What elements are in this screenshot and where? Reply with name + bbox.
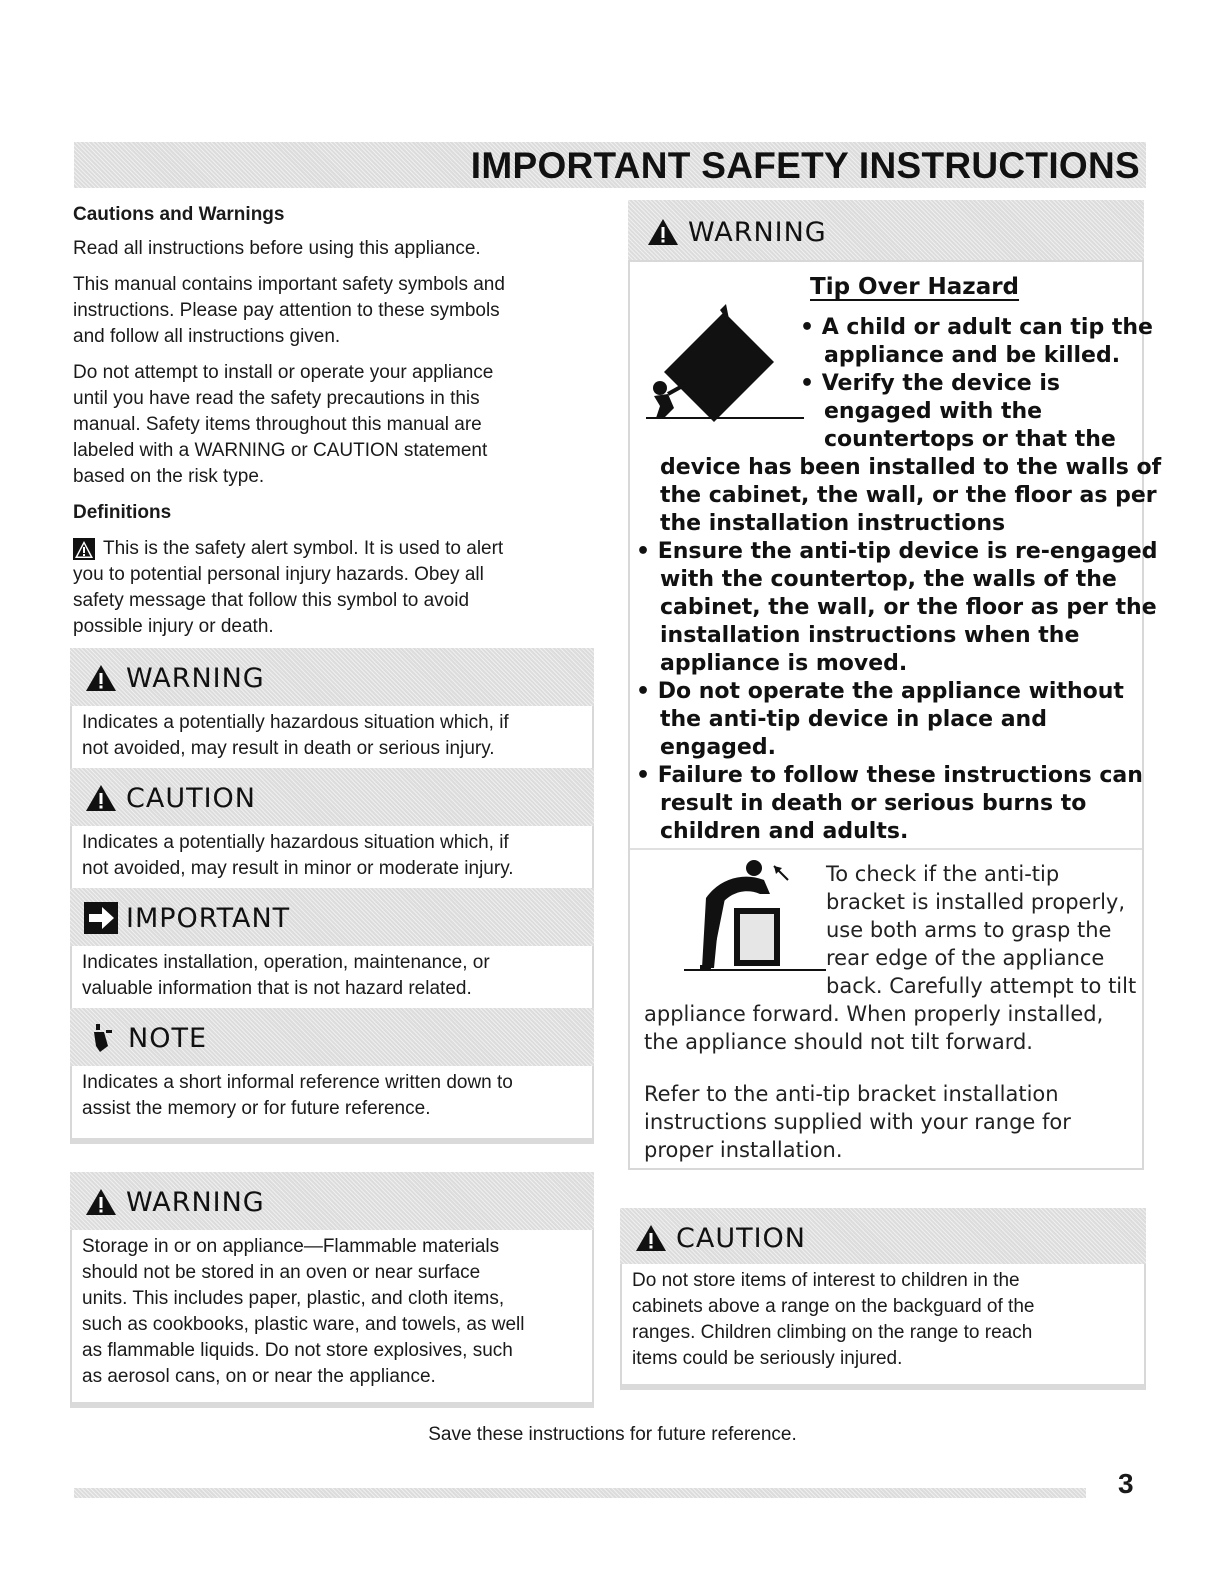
text-line: countertops or that the — [824, 427, 1116, 452]
text-line: • Do not operate the appliance without — [636, 679, 1124, 704]
text-line: installation instructions when the — [660, 623, 1080, 648]
warning-triangle-icon — [84, 663, 118, 693]
text-line: Refer to the anti-tip bracket installation — [644, 1082, 1059, 1106]
caution-triangle-icon — [84, 783, 118, 813]
caution-label: CAUTION — [126, 782, 256, 814]
warning-label: WARNING — [126, 1186, 265, 1218]
intro-heading: Cautions and Warnings — [73, 204, 285, 225]
tip-over-title: Tip Over Hazard — [810, 274, 1020, 300]
text-line: device has been installed to the walls of — [660, 455, 1162, 480]
text-line: rear edge of the appliance — [826, 946, 1105, 970]
text-line: the installation instructions — [660, 511, 1006, 536]
text-line: units. This includes paper, plastic, and cloth items, — [82, 1288, 505, 1309]
safety-alert-icon — [73, 538, 95, 560]
divider — [630, 848, 1142, 850]
warning-triangle-icon — [646, 217, 680, 247]
text-line: engaged with the — [824, 399, 1043, 424]
text-line: until you have read the safety precautions in this — [73, 388, 480, 409]
text-line: should not be stored in an oven or near surface — [82, 1262, 481, 1283]
caution-triangle-icon — [634, 1223, 668, 1253]
text-line: assist the memory or for future reference. — [82, 1098, 431, 1119]
storage-warning-box — [70, 1172, 594, 1408]
text-line: cabinet, the wall, or the floor as per the — [660, 595, 1157, 620]
text-line: you to potential personal injury hazards. Obey all — [73, 564, 484, 585]
text-line: To check if the anti-tip — [826, 862, 1060, 886]
text-line: valuable information that is not hazard related. — [82, 978, 472, 999]
text-line: safety message that follow this symbol to avoid — [73, 590, 470, 611]
definitions-heading: Definitions — [73, 502, 172, 523]
text-line: possible injury or death. — [73, 616, 274, 637]
text-line: manual. Safety items throughout this manual are — [73, 414, 482, 435]
intro-paragraph-2 — [73, 272, 593, 350]
page-number: 3 — [1118, 1468, 1134, 1499]
children-caution-box — [620, 1208, 1146, 1390]
header-banner — [74, 142, 1146, 188]
text-line: Indicates installation, operation, maintenance, or — [82, 952, 490, 973]
text-line: the appliance should not tilt forward. — [644, 1030, 1033, 1054]
tipping-appliance-illustration — [634, 302, 814, 422]
text-line: • Ensure the anti-tip device is re-engaged — [636, 539, 1158, 564]
text-line: based on the risk type. — [73, 466, 265, 487]
text-line: Indicates a short informal reference written down to — [82, 1072, 513, 1093]
text-line: Do not store items of interest to children in the — [632, 1270, 1020, 1291]
text-line: with the countertop, the walls of the — [660, 567, 1117, 592]
text-line: Indicates a potentially hazardous situation which, if — [82, 712, 509, 733]
text-line: the cabinet, the wall, or the floor as per — [660, 483, 1157, 508]
text-line: and follow all instructions given. — [73, 326, 341, 347]
definition-warning-box — [70, 648, 594, 784]
text-line: bracket is installed properly, — [826, 890, 1126, 914]
text-line: ranges. Children climbing on the range to reach — [632, 1322, 1033, 1343]
text-line: Do not attempt to install or operate your appliance — [73, 362, 494, 383]
text-line: engaged. — [660, 735, 776, 760]
caution-label: CAUTION — [676, 1222, 806, 1254]
tip-over-warning-box — [628, 200, 1162, 1170]
text-line: back. Carefully attempt to tilt — [826, 974, 1137, 998]
text-line: as flammable liquids. Do not store explosives, such — [82, 1340, 513, 1361]
text-line: This manual contains important safety symbols and — [73, 274, 505, 295]
text-line: • A child or adult can tip the — [800, 315, 1153, 340]
text-line: cabinets above a range on the backguard of the — [632, 1296, 1035, 1317]
text-line: labeled with a WARNING or CAUTION statement — [73, 440, 488, 461]
important-label: IMPORTANT — [126, 902, 291, 934]
text-line: Storage in or on appliance—Flammable materials — [82, 1236, 500, 1257]
text-line: This is the safety alert symbol. It is used to alert — [103, 538, 504, 559]
text-line: appliance and be killed. — [824, 343, 1121, 368]
text-line: Indicates a potentially hazardous situation which, if — [82, 832, 509, 853]
text-line: result in death or serious burns to — [660, 791, 1087, 816]
definition-caution-box — [70, 768, 594, 904]
footer-bar — [74, 1488, 1086, 1498]
text-line: instructions supplied with your range for — [644, 1110, 1071, 1134]
note-label: NOTE — [128, 1022, 208, 1054]
warning-label: WARNING — [126, 662, 265, 694]
text-line: • Verify the device is — [800, 371, 1060, 396]
text-line: not avoided, may result in death or serious injury. — [82, 738, 495, 759]
text-line: • Failure to follow these instructions can — [636, 763, 1143, 788]
text-line: items could be seriously injured. — [632, 1348, 903, 1369]
definition-note-box — [70, 1008, 594, 1144]
intro-paragraph-1: Read all instructions before using this appliance. — [73, 238, 481, 259]
anti-tip-check-illustration — [670, 858, 830, 978]
intro-paragraph-3 — [73, 360, 593, 490]
footer-note: Save these instructions for future reference. — [428, 1424, 797, 1445]
note-pencil-icon — [90, 1022, 120, 1054]
text-line: as aerosol cans, on or near the appliance. — [82, 1366, 436, 1387]
arrow-right-icon — [84, 902, 118, 934]
page-title: IMPORTANT SAFETY INSTRUCTIONS — [470, 145, 1140, 186]
definitions-text — [73, 536, 593, 640]
text-line: appliance is moved. — [660, 651, 908, 676]
warning-triangle-icon — [84, 1187, 118, 1217]
text-line: proper installation. — [644, 1138, 843, 1162]
text-line: children and adults. — [660, 819, 909, 844]
text-line: not avoided, may result in minor or moderate injury. — [82, 858, 514, 879]
definition-important-box — [70, 888, 594, 1024]
text-line: such as cookbooks, plastic ware, and towels, as well — [82, 1314, 525, 1335]
intro-section — [73, 202, 593, 640]
text-line: instructions. Please pay attention to these symbols — [73, 300, 500, 321]
text-line: the anti-tip device in place and — [660, 707, 1047, 732]
text-line: appliance forward. When properly installed, — [644, 1002, 1104, 1026]
warning-label: WARNING — [688, 216, 827, 248]
text-line: use both arms to grasp the — [826, 918, 1112, 942]
